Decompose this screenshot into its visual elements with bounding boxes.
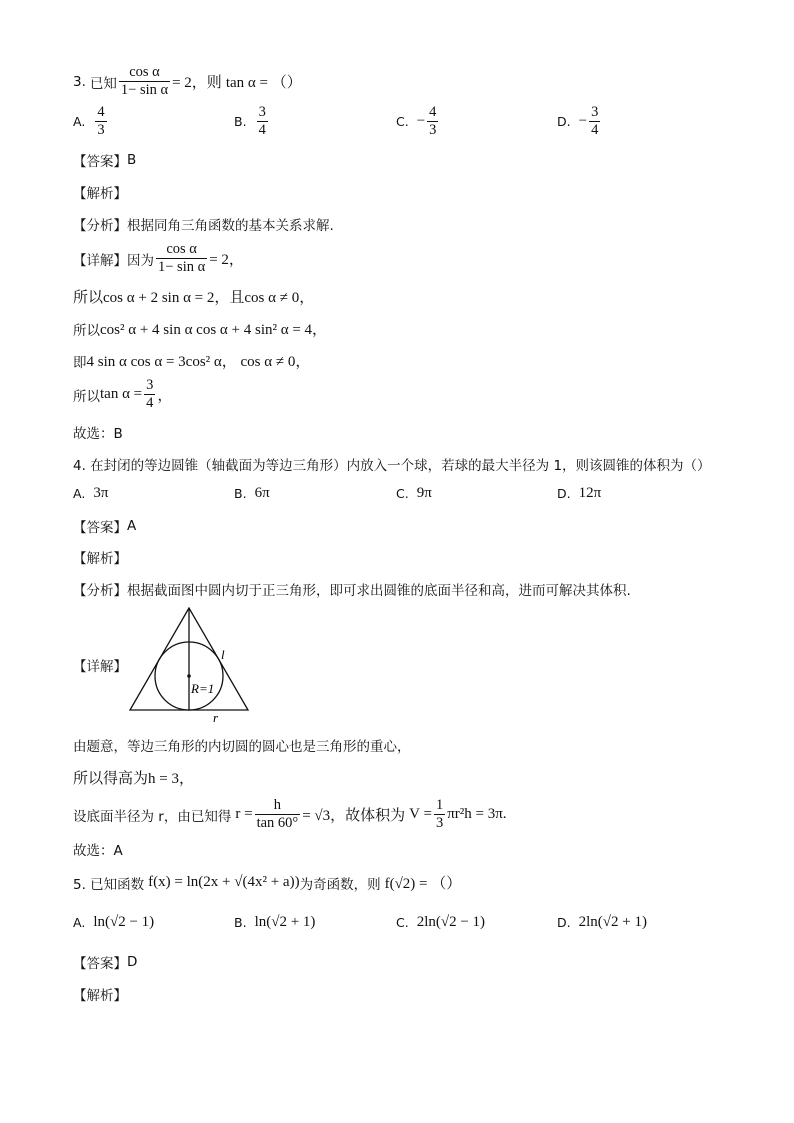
label-l: l (221, 647, 225, 662)
q3-option-c: C. − $\frac{4}{3}$ (396, 104, 437, 138)
q5-option-b: B. ln(√2 + 1) (234, 914, 316, 930)
q3-answer: 【答案】 B (73, 152, 137, 170)
q4-fenxi: 【分析】 根据截面图中圆内切于正三角形，即可求出圆锥的底面半径和高，进而可解决其体积. (73, 583, 631, 599)
q4-option-c: C. 9π (396, 485, 432, 501)
q3-stem (73, 64, 302, 99)
q3-fenxi: 【分析】 根据同角三角函数的基本关系求解. (73, 218, 334, 234)
q3-prefix: 已知 (89, 75, 117, 92)
q4-line1: 由题意，等边三角形的内切圆的圆心也是三角形的重心， (73, 739, 411, 755)
q4-option-b: B. 6π (234, 485, 270, 501)
q4-answer: 【答案】 A (73, 518, 137, 536)
q5-option-a: A. ln(√2 − 1) (73, 914, 155, 930)
q3-option-d: D. − $\frac{3}{4}$ (557, 104, 599, 138)
q4-jiexi: 【解析】 (73, 551, 127, 567)
cone-cross-section-figure (128, 606, 254, 724)
q3-option-a: A. $\frac{4}{3}$ (73, 104, 105, 138)
q3-guxuan: 故选：B (73, 426, 123, 442)
q4-guxuan: 故选：A (73, 843, 123, 859)
q3-xiangjie: 【详解】 因为 $\frac{\text{cos α}}{\text{1− sin α}}$ = 2， (73, 241, 244, 275)
q3-fraction: $\frac{\text{cos α}}{\text{1− sin α}}$ (120, 64, 169, 98)
q3-line3: 即 4 sin α cos α = 3cos² α， cos α ≠ 0， (73, 354, 311, 371)
center-dot (187, 674, 191, 678)
q3-line4: 所以 tan α = $\frac{3}{4}$ ， (73, 377, 173, 411)
q3-line2: 所以 cos² α + 4 sin α cos α + 4 sin² α = 4， (73, 322, 328, 339)
q4-line2: 所以得高为h = 3， (73, 771, 194, 787)
q3-eq: = 2，则 (172, 75, 222, 91)
label-R: R=1 (191, 681, 215, 696)
label-r: r (213, 710, 219, 724)
q5-jiexi: 【解析】 (73, 988, 127, 1004)
q3-line1: 所以cos α + 2 sin α = 2，且cos α ≠ 0， (73, 290, 315, 306)
q5-option-d: D. 2ln(√2 + 1) (557, 914, 647, 930)
q4-xiangjie: 【详解】 (73, 659, 127, 675)
q4-option-a: A. 3π (73, 485, 109, 501)
q4-option-d: D. 12π (557, 485, 602, 501)
q5-answer: 【答案】 D (73, 954, 138, 972)
q4-stem: 4. 在封闭的等边圆锥（轴截面为等边三角形）内放入一个球，若球的最大半径为 1，则该圆锥的体积为（） (73, 458, 711, 474)
q3-number: 3. (73, 73, 86, 90)
q3-tan: tan α = （） (225, 75, 302, 91)
q3-jiexi: 【解析】 (73, 186, 127, 202)
q5-option-c: C. 2ln(√2 − 1) (396, 914, 486, 930)
q5-stem: 5. 已知函数 f(x) = ln(2x + √(4x² + a)) 为奇函数，则 f(√2) = （） (73, 874, 462, 893)
q4-line3: 设底面半径为 r，由已知得 r = $\frac{h}{\tan 60^\circ}$ = √3，故体积为 V = $\frac{1}{3}$ πr²h = 3π. (73, 797, 507, 831)
q3-option-b: B. $\frac{3}{4}$ (234, 104, 266, 138)
